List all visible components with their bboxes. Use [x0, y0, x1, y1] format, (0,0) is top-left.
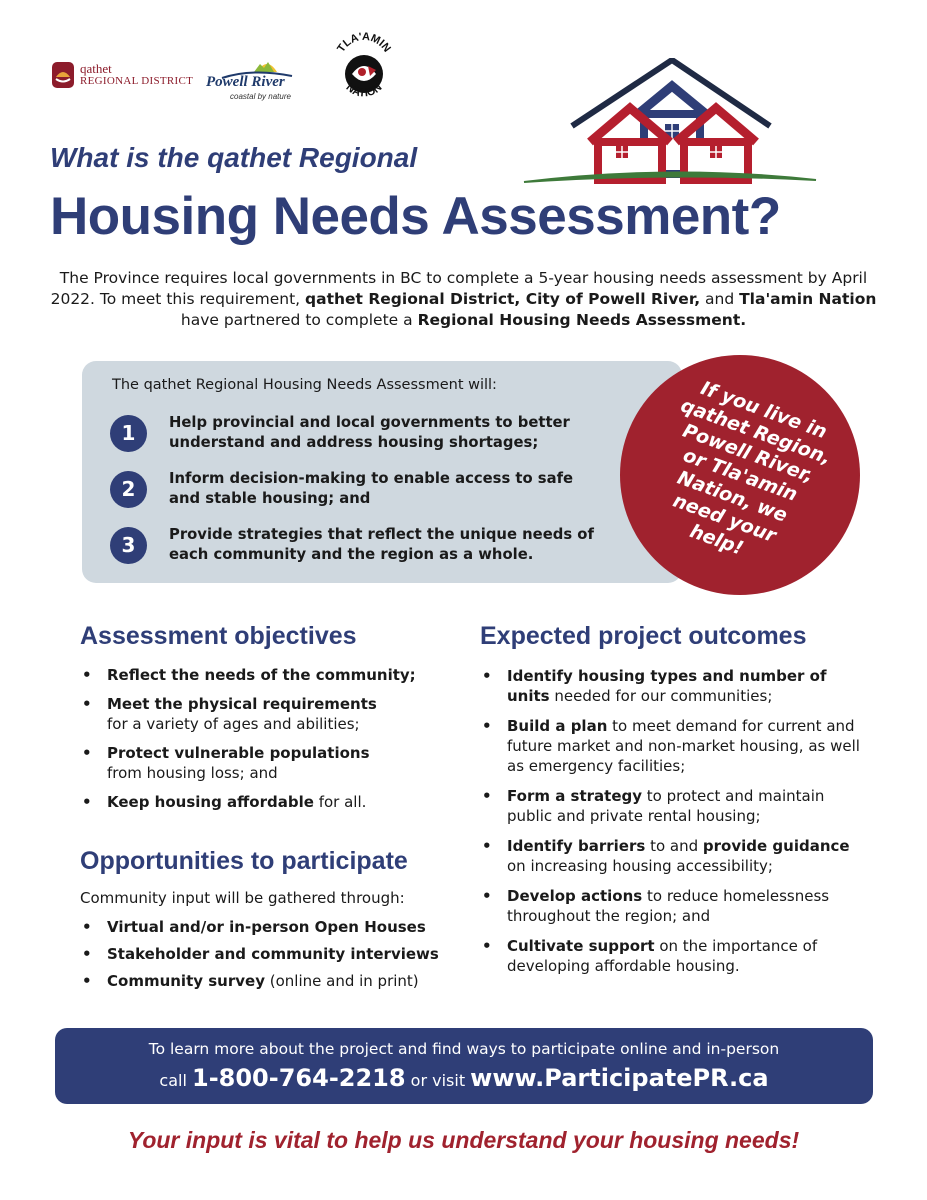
list-item — [480, 936, 865, 976]
banner-line-2 — [55, 1064, 873, 1092]
tlaamin-seal-icon — [332, 30, 396, 122]
tlaamin-bottom-text: NATION — [343, 81, 385, 100]
item-text: on the importance of developing affordable housing. — [507, 937, 818, 975]
item-bold: Reflect the needs of the community; — [107, 666, 416, 684]
help-callout-text: If you live in qathet Region, Powell River, or Tla'amin Nation, we need your help! — [669, 376, 834, 560]
item-bold: Cultivate support — [507, 937, 655, 955]
item-text: for a variety of ages and abilities; — [107, 715, 360, 733]
item-bold: Keep housing affordable — [107, 793, 314, 811]
qathet-logo-line1: qathet — [80, 61, 112, 76]
goal-step — [110, 413, 599, 453]
tlaamin-nation-logo — [332, 30, 396, 122]
title-line-1: What is the qathet Regional — [50, 142, 418, 173]
item-text: to and — [645, 837, 703, 855]
item-text: to meet demand for current and future market and non-market housing, as well as emergency facilities; — [507, 717, 860, 775]
step-number-badge: 3 — [110, 527, 147, 564]
qathet-logo — [52, 62, 193, 88]
item-bold: Stakeholder and community interviews — [107, 945, 439, 963]
banner-call-text: call — [159, 1071, 192, 1090]
step-text: Provide strategies that reflect the unique needs of each community and the region as a whole. — [169, 526, 594, 563]
powell-river-name: Powell River — [206, 74, 285, 90]
item-bold: Identify housing types and number of units — [507, 667, 827, 705]
intro-text-3: have partnered to complete a — [180, 311, 418, 329]
outcomes-list — [480, 666, 865, 986]
item-text: (online and in print) — [264, 972, 419, 990]
list-item — [80, 665, 450, 685]
item-bold: Meet the physical requirements — [107, 695, 377, 713]
qathet-logo-line2: REGIONAL DISTRICT — [80, 75, 194, 87]
item-bold: Develop actions — [507, 887, 643, 905]
list-item — [80, 971, 460, 991]
item-text: to protect and maintain public and private rental housing; — [507, 787, 825, 825]
list-item — [480, 716, 865, 776]
list-item — [80, 944, 460, 964]
houses-illustration-icon — [520, 58, 820, 188]
list-item — [480, 786, 865, 826]
list-item — [80, 694, 450, 734]
item-bold: Virtual and/or in-person Open Houses — [107, 918, 426, 936]
partner-logos — [52, 30, 393, 120]
help-callout-circle — [620, 355, 860, 595]
item-text: from housing loss; and — [107, 764, 278, 782]
intro-paragraph — [50, 268, 877, 331]
item-text-2: on increasing housing accessibility; — [507, 857, 773, 875]
step-text: Help provincial and local governments to better understand and address housing shortages; — [169, 414, 570, 451]
item-bold: Protect vulnerable populations — [107, 744, 370, 762]
list-item — [480, 666, 865, 706]
powell-river-logo — [202, 52, 302, 102]
step-text: Inform decision-making to enable access to safe and stable housing; and — [169, 470, 574, 507]
goal-step — [110, 469, 599, 509]
banner-visit-text: or visit — [405, 1071, 471, 1090]
item-text: for all. — [313, 793, 367, 811]
step-number-badge: 2 — [110, 471, 147, 508]
intro-assessment: Regional Housing Needs Assessment. — [417, 311, 747, 329]
participate-lead: Community input will be gathered through: — [80, 889, 405, 907]
phone-number-link[interactable]: 1-800-764-2218 — [192, 1064, 406, 1092]
item-bold: Build a plan — [507, 717, 608, 735]
item-bold: Community survey — [107, 972, 265, 990]
list-item — [80, 917, 460, 937]
objectives-heading: Assessment objectives — [80, 622, 357, 650]
list-item — [80, 743, 450, 783]
intro-text-2: and — [700, 290, 740, 308]
goals-lead: The qathet Regional Housing Needs Assessment will: — [112, 377, 497, 393]
outcomes-heading: Expected project outcomes — [480, 622, 807, 650]
item-bold: Form a strategy — [507, 787, 643, 805]
website-link[interactable]: www.ParticipatePR.ca — [470, 1064, 769, 1092]
step-number-badge: 1 — [110, 415, 147, 452]
footer-tagline: Your input is vital to help us understand your housing needs! — [127, 1127, 800, 1153]
title-line-2: Housing Needs Assessment? — [50, 187, 781, 246]
tlaamin-top-text: TLA'AMIN — [335, 30, 393, 55]
item-text: to reduce homelessness throughout the region; and — [507, 887, 830, 925]
intro-tlaamin: Tla'amin Nation — [739, 290, 877, 308]
qathet-emblem-icon — [52, 62, 74, 88]
list-item — [480, 836, 865, 876]
item-text: needed for our communities; — [549, 687, 773, 705]
objectives-list — [80, 665, 450, 821]
intro-text-1: The Province requires local governments in BC to complete a 5-year housing needs assessment by April 2022. To meet this requirement, — [50, 269, 868, 308]
list-item — [480, 886, 865, 926]
assessment-goals-box — [82, 361, 682, 583]
item-bold: Identify barriers — [507, 837, 646, 855]
goal-step — [110, 525, 599, 565]
item-bold-2: provide guidance — [702, 837, 850, 855]
banner-line-1: To learn more about the project and find ways to participate online and in-person — [148, 1040, 780, 1058]
participate-list — [80, 917, 460, 998]
participate-heading: Opportunities to participate — [80, 847, 408, 875]
svg-text:TLA'AMIN — [335, 31, 393, 55]
intro-partners: qathet Regional District, City of Powell River, — [305, 290, 701, 308]
contact-banner — [55, 1028, 873, 1104]
powell-river-tagline: coastal by nature — [230, 92, 291, 101]
list-item — [80, 792, 450, 812]
